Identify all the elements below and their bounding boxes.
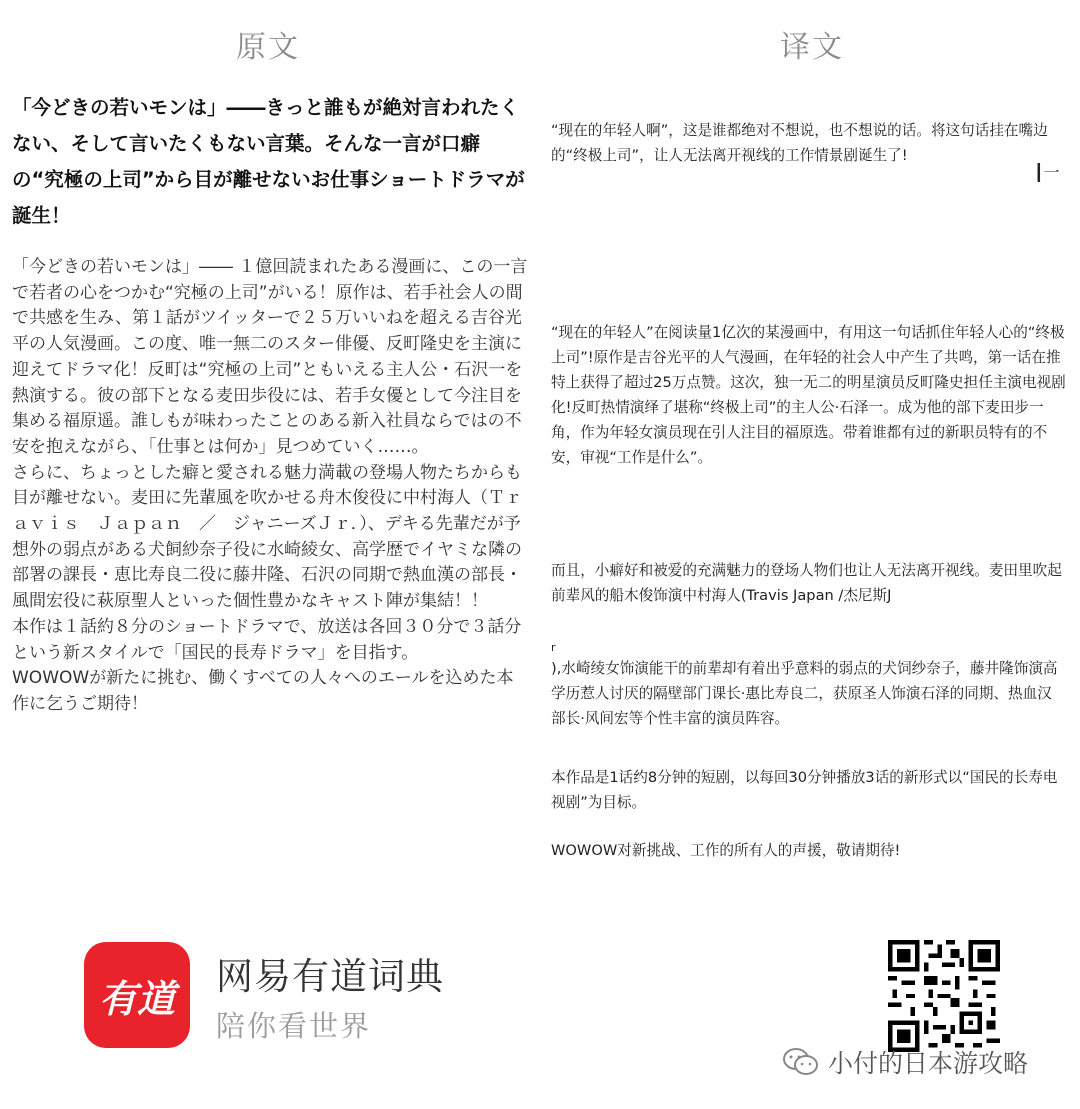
japanese-paragraph-1: 「今どきの若いモンは」―― １億回読まれたある漫画に、この一言で若者の心をつかむ“究極の上司”がいる！原作は、若手社会人の間で共感を生み、第１話がツイッターで２５万いいねを超える吉谷光平の人気漫画。この度、唯一無二のスター俳優、反町隆史を主演に迎えてドラマ化！反町は“究極の上司”ともいえる主人公・石沢一を熱演する。彼の部下となる麦田歩役には、若手女優として今注目を集める福原遥。誰しもが味わったことのある新入社員ならではの不安を抱えながら、「仕事とは何か」見つめていく……。 xyxy=(12,257,528,457)
japanese-paragraph-3: 本作は１話約８分のショートドラマで、放送は各回３０分で３話分という新スタイルで「国民的長寿ドラマ」を目指す。 xyxy=(12,616,522,663)
brand-name: 网易有道词典 xyxy=(216,955,444,998)
wechat-icon xyxy=(782,1047,820,1077)
original-header: 原文 xyxy=(236,30,300,65)
chinese-paragraph-6: 本作品是1话约8分钟的短剧，以每回30分钟播放3话的新形式以“国民的长寿电视剧”为目标。 xyxy=(551,769,1058,811)
chinese-paragraph-4: r xyxy=(551,641,556,654)
wechat-watermark xyxy=(782,1044,1028,1080)
wechat-account-name: 小付的日本游攻略 xyxy=(828,1049,1029,1078)
japanese-body xyxy=(12,255,530,718)
japanese-paragraph-2: さらに、ちょっとした癖と愛される魅力満載の登場人物たちからも目が離せない。麦田に先輩風を吹かせる舟木俊役に中村海人（Ｔｒａｖｉｓ Ｊａｐａｎ ／ ジャニーズＪｒ．）、デキる先輩だが予想外の弱点がある犬飼紗奈子役に水崎綾女、高学歴でイヤミな隣の部署の課長・恵比寿良二役に藤井隆、石沢の同期で熱血漢の部長・風間宏役に萩原聖人といった個性豊かなキャスト陣が集結！！ xyxy=(12,462,522,612)
chinese-paragraph-7: WOWOW对新挑战、工作的所有人的声援，敬请期待! xyxy=(551,842,901,859)
chinese-paragraph-1: “现在的年轻人啊”，这是谁都绝对不想说，也不想说的话。将这句话挂在嘴边的“终极上司”，让人无法离开视线的工作情景剧诞生了! xyxy=(551,122,1048,164)
chinese-paragraph-3: 而且，小癖好和被爱的充满魅力的登场人物们也让人无法离开视线。麦田里吹起前辈风的船木俊饰演中村海人(Travis Japan /杰尼斯J xyxy=(551,562,1062,604)
japanese-lead: 「今どきの若いモンは」――きっと誰もが絶対言われたくない、そして言いたくもない言葉。そんな一言が口癖の“究極の上司”から目が離せないお仕事ショートドラマが誕生！ xyxy=(12,96,525,227)
chinese-paragraph-5: ),水崎绫女饰演能干的前辈却有着出乎意料的弱点的犬饲纱奈子，藤井隆饰演高学历惹人讨厌的隔壁部门课长·惠比寿良二，获原圣人饰演石泽的同期、热血汉部长·风间宏等个性丰富的演员阵容。 xyxy=(551,660,1058,727)
translation-header: 译文 xyxy=(780,30,844,65)
stray-glyph: ┃一 xyxy=(1034,163,1060,182)
chinese-paragraph-2: “现在的年轻人”在阅读量1亿次的某漫画中，有用这一句话抓住年轻人心的“终极上司”!原作是吉谷光平的人气漫画，在年轻的社会人中产生了共鸣，第一话在推特上获得了超过25万点赞。这次，独一无二的明星演员反町隆史担任主演电视剧化!反町热情演绎了堪称“终极上司”的主人公·石泽一。成为他的部下麦田步一角，作为年轻女演员现在引人注目的福原选。带着谁都有过的新职员特有的不安，审视“工作是什么”。 xyxy=(551,324,1066,466)
japanese-paragraph-4: WOWOWが新たに挑む、働くすべての人々へのエールを込めた本作に乞うご期待！ xyxy=(12,668,514,714)
youdao-logo: 有道 xyxy=(84,942,190,1048)
brand-slogan: 陪你看世界 xyxy=(216,1009,372,1043)
qr-code xyxy=(888,940,1000,1052)
